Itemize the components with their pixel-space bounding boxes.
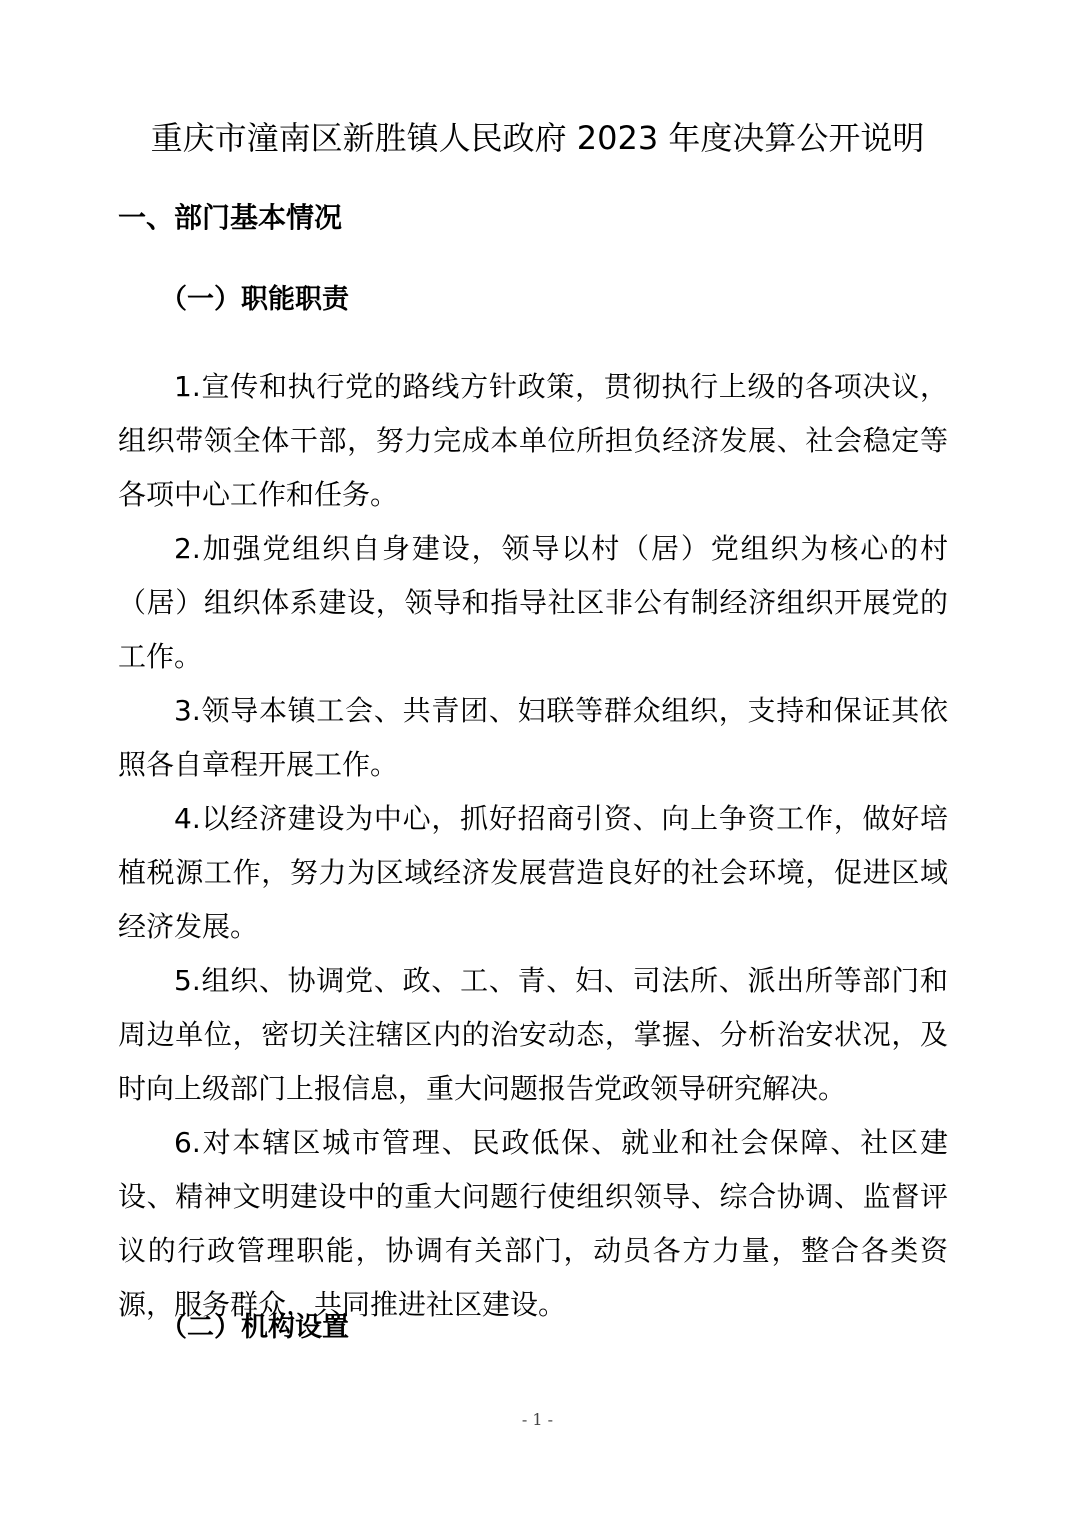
subsection-heading-functions: （一）职能职责	[160, 284, 349, 315]
page-number: - 1 -	[521, 1410, 554, 1429]
paragraph-2: 2.加强党组织自身建设，领导以村（居）党组织为核心的村（居）组织体系建设，领导和指导社区非公有制经济组织开展党的工作。	[118, 532, 948, 673]
functions-body	[118, 360, 948, 1332]
paragraph-1: 1.宣传和执行党的路线方针政策，贯彻执行上级的各项决议，组织带领全体干部，努力完成本单位所担负经济发展、社会稳定等各项中心工作和任务。	[118, 370, 948, 511]
paragraph-3: 3.领导本镇工会、共青团、妇联等群众组织，支持和保证其依照各自章程开展工作。	[118, 694, 948, 781]
paragraph-6: 6.对本辖区城市管理、民政低保、就业和社会保障、社区建设、精神文明建设中的重大问题行使组织领导、综合协调、监督评议的行政管理职能，协调有关部门，动员各方力量，整合各类资源，服务群众，共同推进社区建设。	[118, 1126, 948, 1321]
paragraph-4: 4.以经济建设为中心，抓好招商引资、向上争资工作，做好培植税源工作，努力为区域经济发展营造良好的社会环境，促进区域经济发展。	[118, 802, 948, 943]
subsection-heading-organization: （二）机构设置	[160, 1312, 349, 1343]
document-title: 重庆市潼南区新胜镇人民政府 2023 年度决算公开说明	[150, 119, 925, 157]
paragraph-5: 5.组织、协调党、政、工、青、妇、司法所、派出所等部门和周边单位，密切关注辖区内的治安动态，掌握、分析治安状况，及时向上级部门上报信息，重大问题报告党政领导研究解决。	[118, 964, 948, 1105]
section-heading-basic-info: 一、部门基本情况	[118, 201, 343, 234]
